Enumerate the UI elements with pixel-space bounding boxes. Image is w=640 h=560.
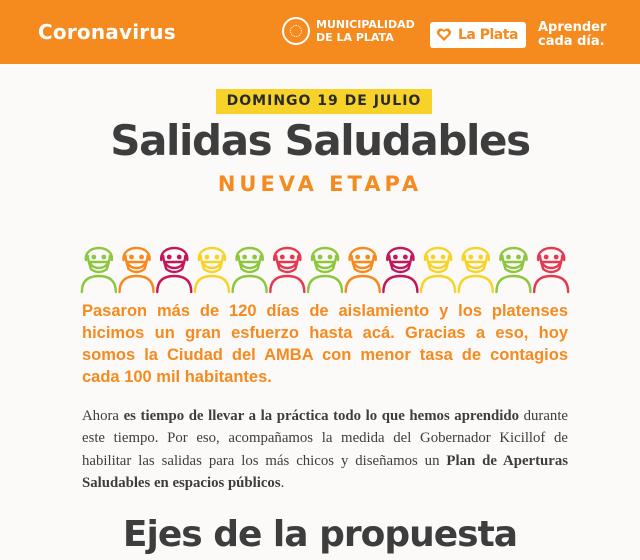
municipality-name bbox=[316, 18, 415, 44]
body-bold-1: es tiempo de llevar a la práctica todo lo que hemos aprendido bbox=[123, 408, 520, 424]
la-plata-badge bbox=[430, 22, 526, 48]
person-mask-icon bbox=[496, 248, 530, 292]
person-mask-icon bbox=[383, 248, 417, 292]
municipality-line1: MUNICIPALIDAD bbox=[316, 18, 415, 31]
slogan-line1: Aprender bbox=[538, 20, 607, 35]
body-text-3: . bbox=[280, 475, 285, 492]
person-mask-icon bbox=[421, 248, 455, 292]
body-text-2: durante este tiempo. Por eso, acompañamos la medida del Gobernador Kicillof de habilitar las salidas para los más chicos y diseñamos un bbox=[82, 408, 568, 469]
person-mask-icon bbox=[308, 248, 342, 292]
municipality-logo bbox=[282, 17, 415, 45]
body-bold-2: Plan de Aperturas Saludables en espacios públicos bbox=[82, 452, 568, 492]
heart-icon bbox=[436, 28, 452, 42]
person-mask-icon bbox=[346, 248, 380, 292]
lead-paragraph: Pasaron más de 120 días de aislamiento y los platenses hicimos un gran esfuerzo hasta acá. Gracias a eso, hoy somos la Ciudad del AMBA con menor tasa de contagios cada 100 mil habitantes. bbox=[82, 302, 568, 386]
top-banner bbox=[0, 0, 640, 64]
person-mask-icon bbox=[157, 248, 191, 292]
banner-title: Coronavirus bbox=[38, 20, 176, 44]
person-mask-icon bbox=[82, 248, 116, 292]
people-illustration bbox=[80, 236, 570, 294]
body-text-1: Ahora bbox=[82, 408, 124, 424]
person-mask-icon bbox=[534, 248, 568, 292]
slogan bbox=[538, 21, 606, 49]
person-mask-icon bbox=[120, 248, 154, 292]
municipality-line2: DE LA PLATA bbox=[316, 31, 394, 44]
person-mask-icon bbox=[195, 248, 229, 292]
la-plata-brand: La Plata bbox=[458, 27, 518, 43]
page-title: Salidas Saludables bbox=[110, 116, 530, 165]
person-mask-icon bbox=[459, 248, 493, 292]
person-mask-icon bbox=[270, 248, 304, 292]
body-paragraph bbox=[82, 405, 568, 495]
page-subtitle: NUEVA ETAPA bbox=[217, 172, 423, 196]
section-title: Ejes de la propuesta bbox=[122, 514, 518, 555]
slogan-line2: cada día. bbox=[538, 34, 605, 49]
municipality-seal-icon bbox=[282, 17, 310, 45]
date-tag: DOMINGO 19 DE JULIO bbox=[216, 89, 432, 114]
person-mask-icon bbox=[233, 248, 267, 292]
